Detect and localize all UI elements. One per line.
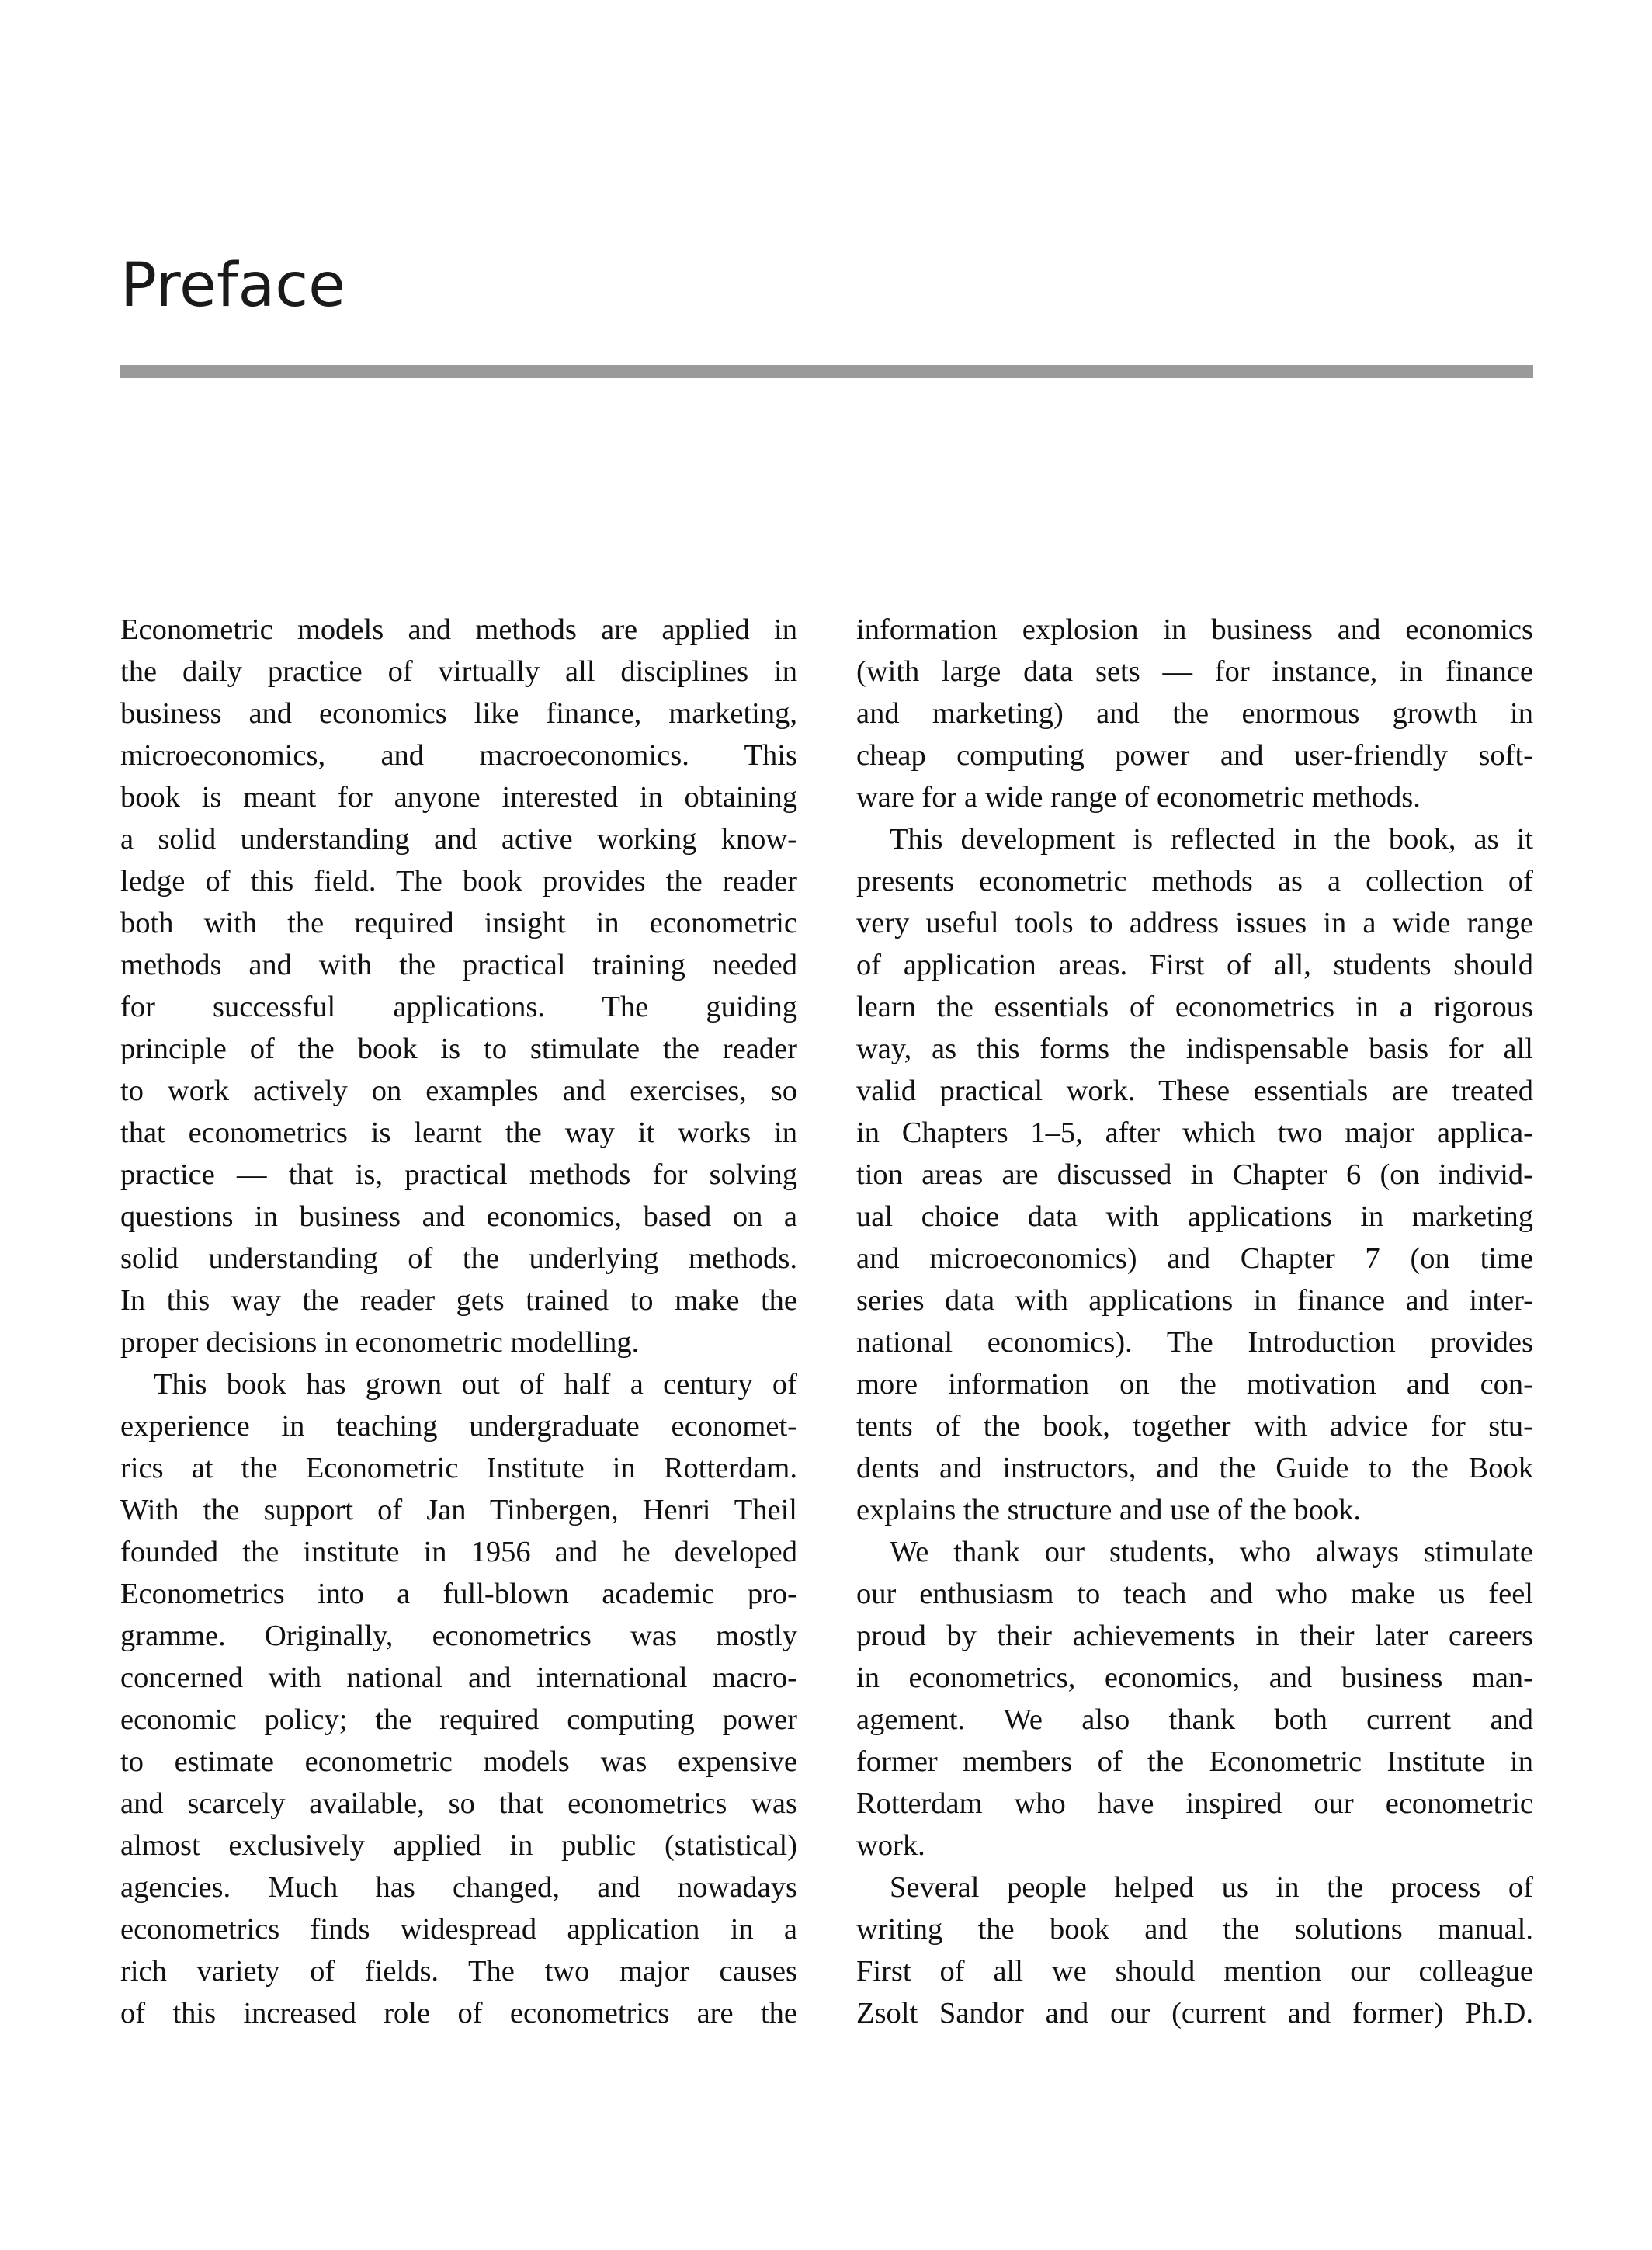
text-line: information explosion in business and economics xyxy=(856,613,1533,646)
text-line: First of all we should mention our colleague xyxy=(856,1955,1533,1988)
text-line: and scarcely available, so that econometrics was xyxy=(120,1787,797,1820)
text-line: way, as this forms the indispensable basis for all xyxy=(856,1033,1533,1065)
text-line: founded the institute in 1956 and he developed xyxy=(120,1536,797,1568)
text-line: ware for a wide range of econometric methods. xyxy=(856,781,1421,814)
text-line: of application areas. First of all, students should xyxy=(856,949,1533,981)
text-line: valid practical work. These essentials are treated xyxy=(856,1075,1533,1107)
text-line: series data with applications in finance and inter- xyxy=(856,1284,1533,1317)
text-column-right xyxy=(856,609,1533,2034)
text-line: presents econometric methods as a collection of xyxy=(856,865,1533,898)
text-line: principle of the book is to stimulate the reader xyxy=(120,1033,797,1065)
text-line: ledge of this field. The book provides the reader xyxy=(120,865,797,898)
text-line: questions in business and economics, based on a xyxy=(120,1200,797,1233)
text-line: practice — that is, practical methods for solving xyxy=(120,1158,797,1191)
text-column-left xyxy=(120,609,797,2034)
text-line: Zsolt Sandor and our (current and former) Ph.D. xyxy=(856,1997,1533,2030)
text-line: With the support of Jan Tinbergen, Henri Theil xyxy=(120,1494,797,1526)
text-line: agencies. Much has changed, and nowadays xyxy=(120,1871,797,1904)
text-line: in econometrics, economics, and business man- xyxy=(856,1661,1533,1694)
text-line: work. xyxy=(856,1829,925,1862)
text-line: (with large data sets — for instance, in finance xyxy=(856,655,1533,688)
text-line: Econometrics into a full-blown academic pro- xyxy=(120,1578,797,1610)
text-line: agement. We also thank both current and xyxy=(856,1703,1533,1736)
text-line: dents and instructors, and the Guide to the Book xyxy=(856,1452,1533,1484)
text-line: This book has grown out of half a century of xyxy=(154,1368,797,1401)
text-line: national economics). The Introduction provides xyxy=(856,1326,1533,1359)
text-line: rich variety of fields. The two major causes xyxy=(120,1955,797,1988)
text-line: Rotterdam who have inspired our econometric xyxy=(856,1787,1533,1820)
text-line: rics at the Econometric Institute in Rotterdam. xyxy=(120,1452,797,1484)
text-line: proud by their achievements in their later careers xyxy=(856,1620,1533,1652)
text-line: to work actively on examples and exercises, so xyxy=(120,1075,797,1107)
text-line: a solid understanding and active working know- xyxy=(120,823,797,856)
text-line: tents of the book, together with advice for stu- xyxy=(856,1410,1533,1443)
text-line: ual choice data with applications in marketing xyxy=(856,1200,1533,1233)
text-line: almost exclusively applied in public (statistical) xyxy=(120,1829,797,1862)
text-line: writing the book and the solutions manual. xyxy=(856,1913,1533,1946)
text-line: concerned with national and international macro- xyxy=(120,1661,797,1694)
text-line: and microeconomics) and Chapter 7 (on time xyxy=(856,1242,1533,1275)
text-line: our enthusiasm to teach and who make us feel xyxy=(856,1578,1533,1610)
text-line: This development is reflected in the book, as it xyxy=(890,823,1533,856)
page-title: Preface xyxy=(120,251,346,321)
text-line: more information on the motivation and con- xyxy=(856,1368,1533,1401)
text-line: experience in teaching undergraduate economet- xyxy=(120,1410,797,1443)
text-line: that econometrics is learnt the way it works in xyxy=(120,1116,797,1149)
text-line: and marketing) and the enormous growth in xyxy=(856,697,1533,730)
text-line: former members of the Econometric Institute in xyxy=(856,1745,1533,1778)
text-line: cheap computing power and user-friendly soft- xyxy=(856,739,1533,772)
text-line: for successful applications. The guiding xyxy=(120,991,797,1023)
text-line: very useful tools to address issues in a wide range xyxy=(856,907,1533,939)
text-line: microeconomics, and macroeconomics. This xyxy=(120,739,797,772)
text-line: both with the required insight in econometric xyxy=(120,907,797,939)
text-line: economic policy; the required computing power xyxy=(120,1703,797,1736)
text-line: the daily practice of virtually all disciplines in xyxy=(120,655,797,688)
text-line: econometrics finds widespread application in a xyxy=(120,1913,797,1946)
title-rule xyxy=(120,365,1533,378)
text-line: solid understanding of the underlying methods. xyxy=(120,1242,797,1275)
text-line: In this way the reader gets trained to make the xyxy=(120,1284,797,1317)
text-line: gramme. Originally, econometrics was mostly xyxy=(120,1620,797,1652)
text-line: to estimate econometric models was expensive xyxy=(120,1745,797,1778)
text-line: Several people helped us in the process of xyxy=(890,1871,1533,1904)
text-line: business and economics like finance, marketing, xyxy=(120,697,797,730)
text-line: book is meant for anyone interested in obtaining xyxy=(120,781,797,814)
text-line: of this increased role of econometrics are the xyxy=(120,1997,797,2030)
text-line: learn the essentials of econometrics in a rigorous xyxy=(856,991,1533,1023)
text-line: explains the structure and use of the book. xyxy=(856,1494,1362,1526)
text-line: We thank our students, who always stimulate xyxy=(890,1536,1533,1568)
text-line: Econometric models and methods are applied in xyxy=(120,613,797,646)
text-line: methods and with the practical training needed xyxy=(120,949,797,981)
text-line: proper decisions in econometric modelling. xyxy=(120,1326,640,1359)
text-line: tion areas are discussed in Chapter 6 (on individ- xyxy=(856,1158,1533,1191)
text-line: in Chapters 1–5, after which two major applica- xyxy=(856,1116,1533,1149)
